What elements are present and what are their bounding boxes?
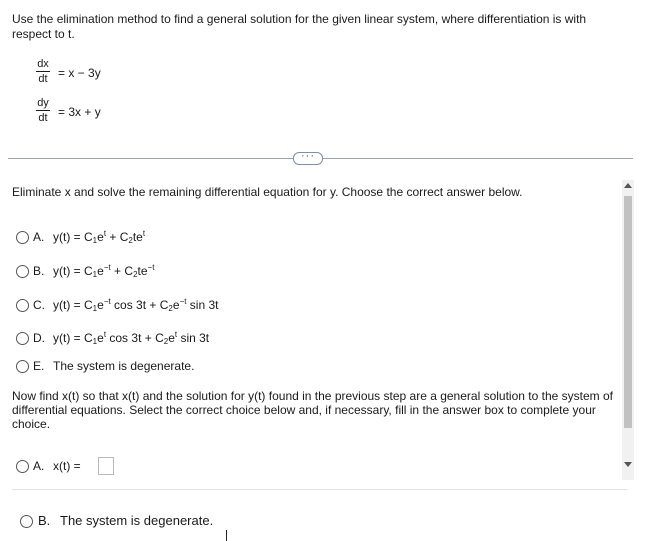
radio-button[interactable]	[16, 299, 29, 312]
section-divider-2	[12, 489, 627, 490]
text-cursor	[226, 530, 227, 541]
radio-button[interactable]	[16, 460, 29, 473]
dx-dt-fraction: dx dt	[37, 58, 49, 85]
equation-dy-rhs: = 3x + y	[58, 105, 101, 119]
option-1-c-formula: $y(t) = C_1e^{-t}$ $\cos 3t + C_2e^{-t}$ sin 3t	[53, 297, 219, 313]
scroll-down-arrow-icon[interactable]	[624, 462, 632, 467]
equation-dx-rhs: = x − 3y	[58, 66, 101, 80]
option-1-b-formula: $y(t) = C_1e^{-t} + C_2te^{-t}$	[53, 263, 155, 279]
question-1-text: Eliminate x and solve the remaining differential equation for y. Choose the correct answer below.	[12, 185, 523, 199]
radio-button[interactable]	[16, 360, 29, 373]
x-answer-input[interactable]	[98, 457, 114, 475]
expand-button[interactable]: ···	[293, 152, 323, 165]
question-2-text: Now find x(t) so that x(t) and the solution for y(t) found in the previous step are a general solution to the system of differential equations. Select the correct choice below and, if necessary, fill in the answer box to complete your choice.	[12, 389, 613, 431]
radio-button[interactable]	[16, 265, 29, 278]
scrollbar-thumb[interactable]	[624, 196, 632, 428]
radio-button[interactable]	[16, 332, 29, 345]
radio-button[interactable]	[20, 515, 33, 528]
fraction-bar	[36, 71, 50, 72]
radio-button[interactable]	[16, 231, 29, 244]
problem-prompt: Use the elimination method to find a general solution for the given linear system, where differentiation is with respect to t.	[12, 12, 587, 41]
option-1-d-formula: $y(t) = C_1e^t$ $\cos 3t + C_2e^t$ sin 3t	[53, 330, 210, 346]
fraction-bar	[36, 110, 50, 111]
scroll-up-arrow-icon[interactable]	[624, 183, 632, 188]
option-1-a-formula: $y(t) = C_1e^t + C_2te^t$	[53, 229, 146, 245]
dy-dt-fraction: dy dt	[37, 97, 49, 124]
